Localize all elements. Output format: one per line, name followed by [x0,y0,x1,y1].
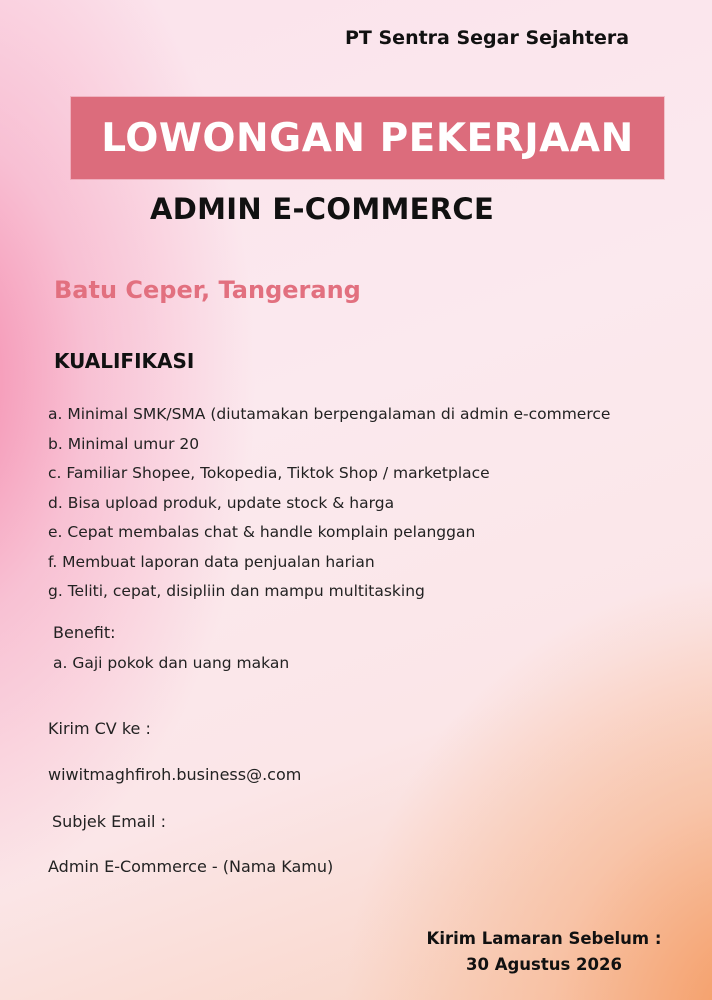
list-item: g. Teliti, cepat, disipliin dan mampu multitasking [48,582,425,600]
company-name: PT Sentra Segar Sejahtera [345,27,630,49]
list-item: f. Membuat laporan data penjualan harian [48,552,375,571]
deadline-label: Kirim Lamaran Sebelum : [426,929,662,948]
job-position: ADMIN E-COMMERCE [150,192,495,226]
benefit-heading: Benefit: [53,623,116,642]
qualifications-list [48,400,610,607]
list-item: d. Bisa upload produk, update stock & harga [48,493,395,512]
deadline-date: 30 Agustus 2026 [466,955,622,974]
list-item: b. Minimal umur 20 [48,434,200,453]
list-item: e. Cepat membalas chat & handle komplain pelanggan [48,523,476,541]
list-item: a. Minimal SMK/SMA (diutamakan berpengalaman di admin e-commerce [48,405,611,423]
qualifications-heading: KUALIFIKASI [54,349,195,373]
job-location: Batu Ceper, Tangerang [54,276,361,304]
email-subject-value: Admin E-Commerce - (Nama Kamu) [48,857,334,876]
list-item: c. Familiar Shopee, Tokopedia, Tiktok Shop / marketplace [48,464,490,482]
banner-title: LOWONGAN PEKERJAAN [101,115,634,161]
email-address: wiwitmaghfiroh.business@.com [48,765,302,784]
send-cv-label: Kirim CV ke : [48,719,151,738]
email-subject-label: Subjek Email : [52,812,166,831]
benefit-list [53,652,289,674]
list-item: a. Gaji pokok dan uang makan [53,654,290,672]
